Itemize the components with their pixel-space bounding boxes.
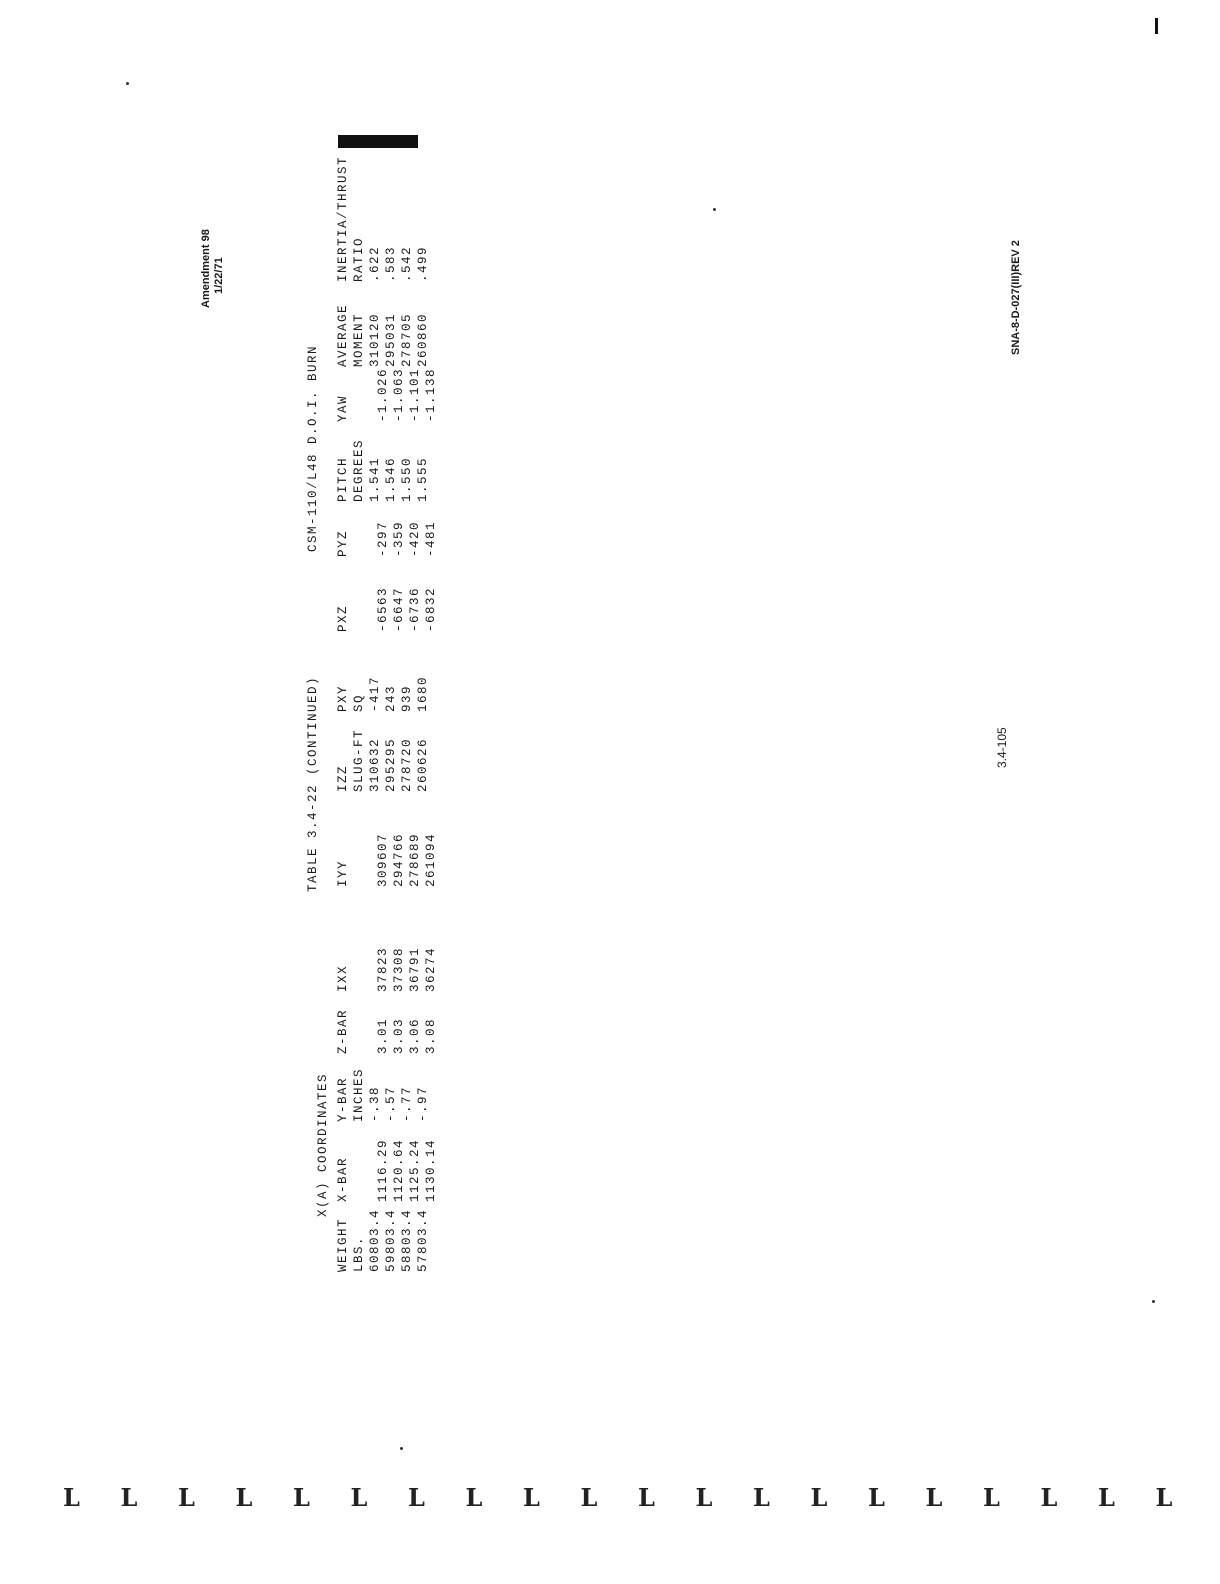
table-cell: 278705 — [400, 312, 414, 367]
column-header: PXY — [336, 684, 350, 712]
table-cell: -6736 — [408, 586, 422, 632]
column-header: Z-BAR — [336, 1008, 350, 1054]
table-cell: -.97 — [416, 1085, 430, 1122]
footer-mark: L — [408, 1483, 425, 1512]
table-cell: 1125.24 — [408, 1138, 422, 1202]
table-cell: 3.06 — [408, 1017, 422, 1054]
table-cell: 37308 — [392, 946, 406, 992]
column-pxz — [335, 587, 439, 632]
column-xbar — [335, 1139, 439, 1202]
table-cell: 310632 — [368, 737, 382, 792]
column-subheader — [351, 521, 367, 557]
speck — [126, 82, 129, 85]
amendment-label: Amendment 98 — [200, 229, 212, 308]
table-cell: 3.01 — [376, 1017, 390, 1054]
table-cell: 3.03 — [392, 1017, 406, 1054]
column-pxy — [335, 676, 431, 712]
table-cell: 243 — [384, 684, 398, 712]
column-header: IXX — [336, 964, 350, 992]
column-pitch — [335, 439, 431, 502]
column-header: YAW — [336, 394, 350, 422]
table-cell: -417 — [368, 675, 382, 712]
table-cell: 3.08 — [424, 1017, 438, 1054]
table-cell: -420 — [408, 520, 422, 557]
footer-mark: L — [868, 1483, 885, 1512]
column-subheader — [351, 1009, 367, 1054]
footer-mark: L — [1040, 1483, 1058, 1512]
table-cell: 310120 — [368, 312, 382, 367]
table-cell: 60803.4 — [368, 1208, 382, 1272]
column-ratio — [335, 156, 431, 282]
table-cell: 1.550 — [400, 456, 414, 502]
column-header: PXZ — [336, 604, 350, 632]
footer-mark: L — [1155, 1483, 1173, 1512]
column-header: PYZ — [336, 529, 350, 557]
column-pyz — [335, 521, 439, 557]
footer-mark: L — [695, 1483, 713, 1512]
column-header: INERTIA/THRUST — [336, 155, 350, 282]
table-cell: -1.026 — [376, 367, 390, 422]
table-cell: -6647 — [392, 586, 406, 632]
column-subheader: RATIO — [352, 236, 366, 282]
edge-mark — [1155, 18, 1158, 34]
table-cell: 57803.4 — [416, 1208, 430, 1272]
column-subheader: DEGREES — [352, 438, 366, 502]
table-cell: -6563 — [376, 586, 390, 632]
column-ybar — [335, 1068, 431, 1122]
table-cell: 261094 — [424, 832, 438, 887]
table-cell: 309607 — [376, 832, 390, 887]
table-cell: 36274 — [424, 946, 438, 992]
speck — [713, 208, 716, 211]
table-cell: 1130.14 — [424, 1138, 438, 1202]
column-header: PITCH — [336, 456, 350, 502]
table-cell: 278689 — [408, 832, 422, 887]
column-header: X-BAR — [336, 1156, 350, 1202]
footer-mark: L — [178, 1483, 195, 1512]
table-cell: 260860 — [416, 312, 430, 367]
table-cell: 1680 — [416, 675, 430, 712]
table-cell: .583 — [384, 245, 398, 282]
column-yaw — [335, 368, 439, 422]
column-ixx — [335, 947, 439, 992]
table-cell: .542 — [400, 245, 414, 282]
table-cell: 294766 — [392, 832, 406, 887]
table-cell: -359 — [392, 520, 406, 557]
table-cell: 260626 — [416, 737, 430, 792]
column-weight — [335, 1209, 431, 1272]
table-cell: 278720 — [400, 737, 414, 792]
table-cell: 58803.4 — [400, 1208, 414, 1272]
table-cell: -1.138 — [424, 367, 438, 422]
column-subheader — [351, 947, 367, 992]
table-cell: 295295 — [384, 737, 398, 792]
column-avg — [335, 304, 431, 367]
page-number: 3.4-105 — [995, 727, 1009, 768]
column-subheader: MOMENT — [352, 312, 366, 367]
table-cell: 1.541 — [368, 456, 382, 502]
footer-mark: L — [350, 1483, 368, 1512]
column-zbar — [335, 1009, 439, 1054]
table-cell: 1120.64 — [392, 1138, 406, 1202]
speck — [1152, 1300, 1155, 1303]
column-subheader — [351, 587, 367, 632]
footer-mark: L — [293, 1483, 310, 1512]
table-cell: 37823 — [376, 946, 390, 992]
column-subheader: SQ — [352, 693, 366, 712]
column-subheader: LBS. — [352, 1235, 366, 1272]
footer-mark: L — [983, 1483, 1000, 1512]
table-cell: 1.555 — [416, 456, 430, 502]
table-cell: .499 — [416, 245, 430, 282]
footer-mark: L — [753, 1483, 770, 1512]
table-cell: .622 — [368, 245, 382, 282]
footer-mark: L — [810, 1483, 828, 1512]
table-cell: 1116.29 — [376, 1138, 390, 1202]
footer-mark: L — [1098, 1483, 1115, 1512]
speck — [400, 1447, 403, 1450]
table-cell: -.57 — [384, 1085, 398, 1122]
table-cell: 939 — [400, 684, 414, 712]
data-table — [305, 132, 438, 1272]
table-cell: -1.101 — [408, 367, 422, 422]
column-subheader — [351, 368, 367, 422]
footer-mark: L — [235, 1483, 253, 1512]
table-cell: -.77 — [400, 1085, 414, 1122]
table-title: TABLE 3.4-22 (CONTINUED) — [306, 675, 320, 892]
amendment-block — [200, 229, 226, 308]
footer-mark: L — [63, 1483, 80, 1512]
column-header: IYY — [336, 859, 350, 887]
table-cell: -6832 — [424, 586, 438, 632]
table-cell: 36791 — [408, 946, 422, 992]
column-header: WEIGHT — [336, 1217, 350, 1272]
amendment-date: 1/22/71 — [213, 257, 225, 294]
footer-mark: L — [638, 1483, 655, 1512]
table-cell: -1.063 — [392, 367, 406, 422]
column-subheader — [351, 833, 367, 887]
column-subheader: INCHES — [352, 1067, 366, 1122]
footer-mark: L — [925, 1483, 943, 1512]
document-id: SNA-8-D-027(III)REV 2 — [1010, 240, 1022, 355]
table-cell: 1.546 — [384, 456, 398, 502]
table-cell: 59803.4 — [384, 1208, 398, 1272]
column-izz — [335, 729, 431, 792]
column-iyy — [335, 833, 439, 887]
table-subtitle: CSM-110/L48 D.O.I. BURN — [306, 344, 320, 552]
footer-mark: L — [580, 1483, 598, 1512]
table-cell: -481 — [424, 520, 438, 557]
coordinates-group-label: X(A) COORDINATES — [316, 1072, 330, 1217]
column-header: IZZ — [336, 764, 350, 792]
table-cell: -.38 — [368, 1085, 382, 1122]
footer-mark: L — [465, 1483, 483, 1512]
table-cell: 295031 — [384, 312, 398, 367]
table-cell: -297 — [376, 520, 390, 557]
column-header: Y-BAR — [336, 1076, 350, 1122]
column-header: AVERAGE — [336, 303, 350, 367]
column-subheader: SLUG-FT — [352, 728, 366, 792]
column-subheader — [351, 1139, 367, 1202]
footer-mark: L — [120, 1483, 138, 1512]
footer-mark: L — [523, 1483, 540, 1512]
